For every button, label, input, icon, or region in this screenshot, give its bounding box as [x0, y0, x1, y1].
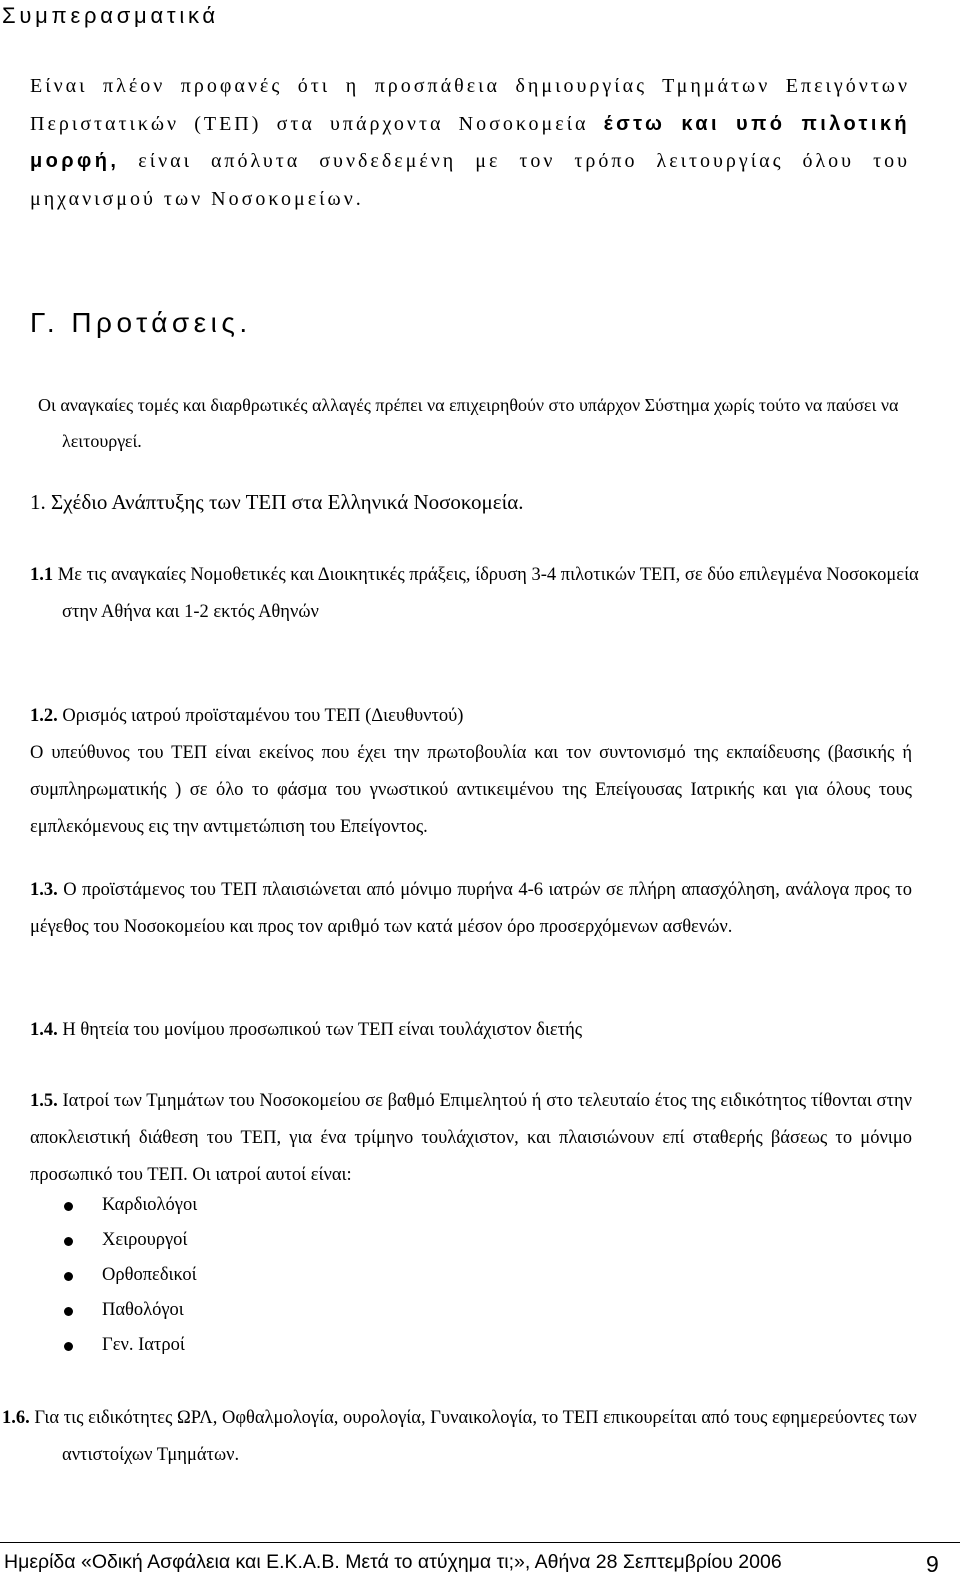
intro-paragraph [30, 68, 910, 218]
item-number: 1.1 [30, 565, 54, 585]
specialty-list [60, 1188, 197, 1363]
item-number: 1.3. [30, 880, 58, 900]
list-item-label: Ορθοπεδικοί [102, 1265, 197, 1285]
item-number: 1.2. [30, 706, 58, 726]
item-1-4 [30, 1012, 912, 1049]
item-number: 1.6. [2, 1408, 30, 1428]
list-item [60, 1188, 197, 1223]
list-item [60, 1223, 197, 1258]
item-text: Με τις αναγκαίες Νομοθετικές και Διοικητικές πράξεις, ίδρυση 3-4 πιλοτικών ΤΕΠ, σε δύο επιλεγμένα Νοσοκομεία στην Αθήνα και 1-2 εκτός Αθηνών [57, 565, 919, 622]
bullet-icon [64, 1342, 73, 1351]
page-number: 9 [926, 1551, 939, 1577]
list-item [60, 1293, 197, 1328]
intro-text-start: Είναι πλέον προφανές ότι η προσπάθεια δημιουργίας Τμημάτων Επειγόντων Περιστατικών (ΤΕΠ) στα υπάρχοντα Νοσοκομεία [30, 75, 910, 135]
list-item-label: Παθολόγοι [102, 1300, 184, 1320]
item-text: Ο υπεύθυνος του ΤΕΠ είναι εκείνος που έχει την πρωτοβουλία και τον συντονισμό της εκπαίδευσης (βασικής ή συμπληρωματικής ) σε όλο το φάσμα του γνωστικού αντικειμένου της Επείγουσας Ιατρικής και για όλους τους εμπλεκόμενους εις την αντιμετώπιση του Επείγοντος. [30, 743, 912, 837]
item-number: 1.5. [30, 1091, 58, 1111]
item-1-3 [30, 872, 912, 946]
proposals-text: Οι αναγκαίες τομές και διαρθρωτικές αλλαγές πρέπει να επιχειρηθούν στο υπάρχον Σύστημα χωρίς τούτο να παύσει να λειτουργεί. [38, 395, 899, 451]
item-title: Ορισμός ιατρού προϊσταμένου του ΤΕΠ (Διευθυντού) [62, 706, 464, 726]
section-heading: Συμπερασματικά [2, 3, 219, 28]
plan-heading: 1. Σχέδιο Ανάπτυξης των ΤΕΠ στα Ελληνικά Νοσοκομεία. [30, 490, 524, 514]
list-item-label: Χειρουργοί [102, 1230, 188, 1250]
item-1-5 [30, 1083, 912, 1194]
intro-emphasis: έστω και υπό πιλοτική μορφή, [30, 112, 910, 172]
list-item-label: Γεν. Ιατροί [102, 1335, 185, 1355]
bullet-icon [64, 1272, 73, 1281]
item-1-6 [2, 1400, 960, 1474]
list-item [60, 1258, 197, 1293]
bullet-icon [64, 1237, 73, 1246]
list-item-label: Καρδιολόγοι [102, 1195, 198, 1215]
proposals-heading: Γ. Προτάσεις. [30, 307, 252, 338]
item-text: Ιατροί των Τμημάτων του Νοσοκομείου σε βαθμό Επιμελητού ή στο τελευταίο έτος της ειδικότητος τίθονται στην αποκλειστική διάθεση του ΤΕΠ, για ένα τρίμηνο τουλάχιστον, και πλαισιώνουν επί σταθερής βάσεως το μόνιμο προσωπικό του ΤΕΠ. Οι ιατροί αυτοί είναι: [30, 1091, 912, 1185]
item-1-1 [30, 557, 942, 631]
item-text: Ο προϊστάμενος του ΤΕΠ πλαισιώνεται από μόνιμο πυρήνα 4-6 ιατρών σε πλήρη απασχόληση, ανάλογα προς το μέγεθος του Νοσοκομείου και προς τον αριθμό των κατά μέσον όρο προσερχόμενων ασθενών. [30, 880, 912, 937]
bullet-icon [64, 1202, 73, 1211]
item-1-2 [30, 698, 912, 846]
item-text: Η θητεία του μονίμου προσωπικού των ΤΕΠ είναι τουλάχιστον διετής [62, 1020, 583, 1040]
item-number: 1.4. [30, 1020, 58, 1040]
item-text: Για τις ειδικότητες ΩΡΛ, Οφθαλμολογία, ουρολογία, Γυναικολογία, το ΤΕΠ επικουρείται από τους εφημερεύοντες των αντιστοίχων Τμημάτων. [34, 1408, 917, 1465]
bullet-icon [64, 1307, 73, 1316]
footer-divider [0, 1542, 960, 1543]
footer-text: Ημερίδα «Οδική Ασφάλεια και Ε.Κ.Α.Β. Μετά το ατύχημα τι;», Αθήνα 28 Σεπτεμβρίου 2006 [4, 1551, 782, 1573]
intro-text-end: είναι απόλυτα συνδεδεμένη με τον τρόπο λειτουργίας όλου του μηχανισμού των Νοσοκομείων. [30, 150, 911, 210]
list-item [60, 1328, 197, 1363]
